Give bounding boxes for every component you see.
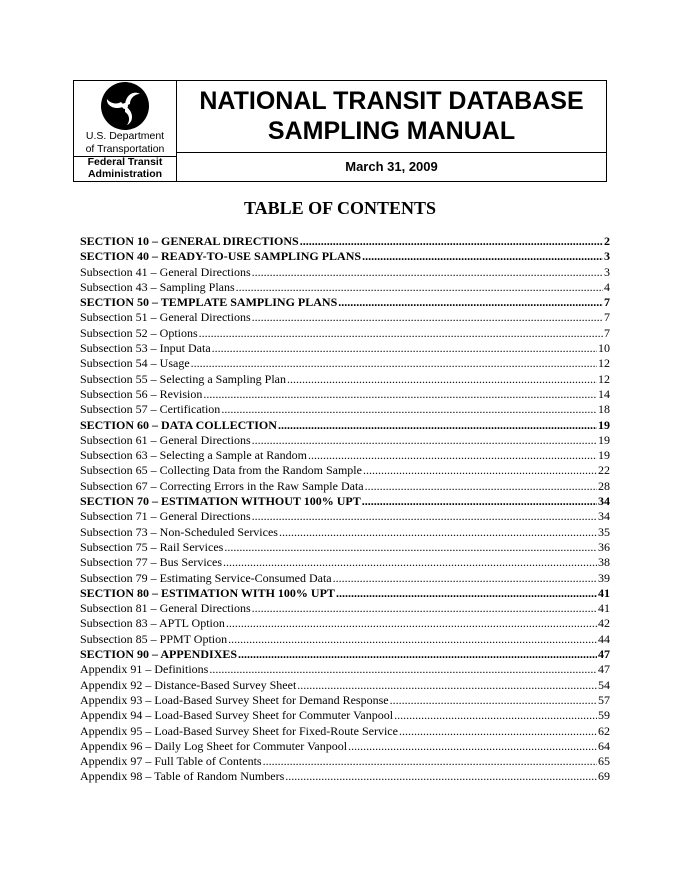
title-line-2: SAMPLING MANUAL [267,117,516,145]
toc-dot-leader [394,708,597,723]
toc-entry-label: SECTION 10 – GENERAL DIRECTIONS [80,234,299,248]
toc-entry[interactable] [80,540,610,555]
toc-entry-page: 57 [598,692,610,707]
toc-entry[interactable] [80,387,610,402]
toc-entry[interactable] [80,601,610,616]
toc-dot-leader [348,739,597,754]
toc-entry-label: Subsection 52 – Options [80,325,198,340]
toc-entry-label: Subsection 79 – Estimating Service-Consumed Data [80,570,332,585]
toc-entry-label: Subsection 54 – Usage [80,356,190,371]
toc-entry-page: 14 [598,386,610,401]
toc-dot-leader [365,479,597,494]
toc-dot-leader [279,525,597,540]
toc-entry-label: SECTION 40 – READY-TO-USE SAMPLING PLANS [80,249,362,264]
toc-entry-label: SECTION 80 – ESTIMATION WITH 100% UPT [80,585,335,600]
title-line-1: NATIONAL TRANSIT DATABASE [199,87,584,115]
toc-entry-label: Subsection 81 – General Directions [80,601,251,616]
toc-entry[interactable] [80,647,610,662]
toc-entry-page: 69 [598,769,610,784]
toc-entry[interactable] [80,433,610,448]
toc-entry-label: Subsection 43 – Sampling Plans [80,279,235,294]
toc-entry[interactable] [80,632,610,647]
toc-entry-label: Subsection 61 – General Directions [80,432,251,447]
toc-dot-leader [221,402,597,417]
toc-entry-label: Appendix 93 – Load-Based Survey Sheet for Demand Response [80,692,389,707]
toc-entry-page: 18 [598,402,610,417]
toc-entry-page: 65 [598,754,610,769]
toc-dot-leader [199,326,603,341]
toc-entry[interactable] [80,326,610,341]
toc-dot-leader [223,555,597,570]
toc-dot-leader [336,586,597,601]
toc-entry[interactable] [80,479,610,494]
toc-entry-label: Appendix 97 – Full Table of Contents [80,754,262,769]
toc-entry-label: Appendix 98 – Table of Random Numbers [80,769,285,784]
toc-dot-leader [252,310,603,325]
toc-entry[interactable] [80,769,610,784]
toc-entry[interactable] [80,494,610,509]
toc-entry[interactable] [80,265,610,280]
toc-entry[interactable] [80,739,610,754]
toc-entry-page: 36 [598,539,610,554]
toc-entry[interactable] [80,555,610,570]
toc-entry[interactable] [80,234,610,249]
toc-entry-label: Subsection 73 – Non-Scheduled Services [80,524,278,539]
toc-entry-page: 3 [604,264,610,279]
toc-entry[interactable] [80,754,610,769]
toc-dot-leader [333,571,597,586]
toc-entry-label: Appendix 92 – Distance-Based Survey Sheet [80,677,297,692]
toc-dot-leader [226,616,597,631]
toc-entry-label: Subsection 83 – APTL Option [80,616,225,631]
table-of-contents [80,234,610,785]
toc-dot-leader [252,509,597,524]
toc-dot-leader [252,433,597,448]
toc-dot-leader [191,356,597,371]
toc-dot-leader [285,769,597,784]
toc-entry-label: Appendix 94 – Load-Based Survey Sheet for Commuter Vanpool [80,708,394,723]
toc-entry-page: 62 [598,723,610,738]
toc-entry-page: 12 [598,371,610,386]
toc-entry-page: 44 [598,631,610,646]
toc-entry-page: 59 [598,708,610,723]
agency-name [74,156,176,180]
department-line-2: of Transportation [85,143,165,155]
toc-entry-page: 12 [598,356,610,371]
document-date: March 31, 2009 [345,159,438,174]
toc-dot-leader [278,418,597,433]
toc-entry-page: 19 [598,417,610,432]
department-name [74,130,176,156]
toc-dot-leader [236,280,603,295]
toc-entry-page: 22 [598,463,610,478]
toc-entry-page: 35 [598,524,610,539]
document-title [177,81,606,153]
toc-dot-leader [338,295,603,310]
toc-entry-label: Subsection 75 – Rail Services [80,539,224,554]
toc-dot-leader [224,540,597,555]
toc-entry-label: Subsection 71 – General Directions [80,509,251,524]
toc-entry-label: SECTION 50 – TEMPLATE SAMPLING PLANS [80,295,338,310]
toc-entry-label: SECTION 60 – DATA COLLECTION [80,417,277,432]
toc-dot-leader [362,494,597,509]
toc-dot-leader [390,693,597,708]
toc-entry[interactable] [80,249,610,264]
agency-logo-cell [74,81,177,181]
toc-entry-label: Subsection 53 – Input Data [80,341,211,356]
department-line-1: U.S. Department [85,130,165,142]
toc-entry[interactable] [80,662,610,677]
toc-entry-page: 19 [598,432,610,447]
toc-entry-label: Appendix 91 – Definitions [80,662,209,677]
toc-dot-leader [363,463,597,478]
toc-entry-page: 41 [598,585,610,600]
toc-dot-leader [308,448,597,463]
toc-dot-leader [203,387,597,402]
toc-entry[interactable] [80,616,610,631]
toc-dot-leader [297,678,597,693]
toc-entry-label: Subsection 65 – Collecting Data from the Random Sample [80,463,362,478]
toc-dot-leader [209,662,597,677]
toc-entry-page: 42 [598,616,610,631]
toc-entry-page: 4 [604,279,610,294]
document-header [73,80,607,182]
toc-entry-page: 28 [598,478,610,493]
toc-entry-label: Subsection 85 – PPMT Option [80,631,228,646]
toc-entry[interactable] [80,310,610,325]
toc-entry-page: 7 [604,310,610,325]
toc-entry[interactable] [80,402,610,417]
toc-entry-page: 47 [598,647,610,662]
toc-entry[interactable] [80,724,610,739]
toc-entry-page: 34 [598,494,610,509]
toc-entry-label: Subsection 57 – Certification [80,402,221,417]
toc-entry[interactable] [80,418,610,433]
toc-entry[interactable] [80,509,610,524]
agency-line-2: Administration [87,168,163,180]
toc-entry[interactable] [80,693,610,708]
toc-entry-label: Subsection 56 – Revision [80,386,203,401]
toc-entry-page: 64 [598,738,610,753]
toc-entry-page: 41 [598,601,610,616]
toc-dot-leader [212,341,597,356]
toc-entry-label: Subsection 41 – General Directions [80,264,251,279]
toc-entry-label: Subsection 51 – General Directions [80,310,251,325]
toc-entry[interactable] [80,678,610,693]
toc-entry-label: Subsection 77 – Bus Services [80,555,222,570]
toc-entry-page: 7 [604,295,610,310]
toc-entry-label: Subsection 67 – Correcting Errors in the Raw Sample Data [80,478,364,493]
toc-entry-page: 39 [598,570,610,585]
toc-dot-leader [228,632,597,647]
toc-entry-page: 3 [604,249,610,264]
toc-entry[interactable] [80,708,610,723]
toc-entry[interactable] [80,295,610,310]
toc-dot-leader [252,265,603,280]
toc-entry[interactable] [80,571,610,586]
toc-heading: TABLE OF CONTENTS [243,198,437,218]
toc-entry-page: 34 [598,509,610,524]
toc-entry-page: 54 [598,677,610,692]
toc-dot-leader [252,601,597,616]
toc-entry-page: 38 [598,555,610,570]
toc-entry-label: Subsection 63 – Selecting a Sample at Random [80,448,307,463]
toc-entry[interactable] [80,280,610,295]
agency-line-1: Federal Transit [87,156,163,168]
toc-entry[interactable] [80,448,610,463]
toc-dot-leader [362,249,603,264]
toc-entry[interactable] [80,341,610,356]
toc-entry-page: 2 [604,234,610,248]
toc-entry[interactable] [80,463,610,478]
toc-entry-label: Appendix 96 – Daily Log Sheet for Commuter Vanpool [80,738,348,753]
toc-dot-leader [287,372,597,387]
toc-entry-page: 47 [598,662,610,677]
toc-entry-label: SECTION 90 – APPENDIXES [80,647,238,662]
toc-dot-leader [238,647,597,662]
toc-dot-leader [263,754,597,769]
toc-dot-leader [399,724,597,739]
toc-entry[interactable] [80,372,610,387]
toc-entry-label: SECTION 70 – ESTIMATION WITHOUT 100% UPT [80,494,361,509]
toc-dot-leader [300,234,603,249]
toc-entry-page: 7 [604,325,610,340]
toc-entry[interactable] [80,356,610,371]
toc-entry[interactable] [80,525,610,540]
toc-entry-label: Appendix 95 – Load-Based Survey Sheet for Fixed-Route Service [80,723,398,738]
dot-triskelion-logo-icon [100,81,150,131]
toc-entry-page: 10 [598,341,610,356]
toc-entry-label: Subsection 55 – Selecting a Sampling Plan [80,371,286,386]
toc-entry[interactable] [80,586,610,601]
toc-entry-page: 19 [598,448,610,463]
